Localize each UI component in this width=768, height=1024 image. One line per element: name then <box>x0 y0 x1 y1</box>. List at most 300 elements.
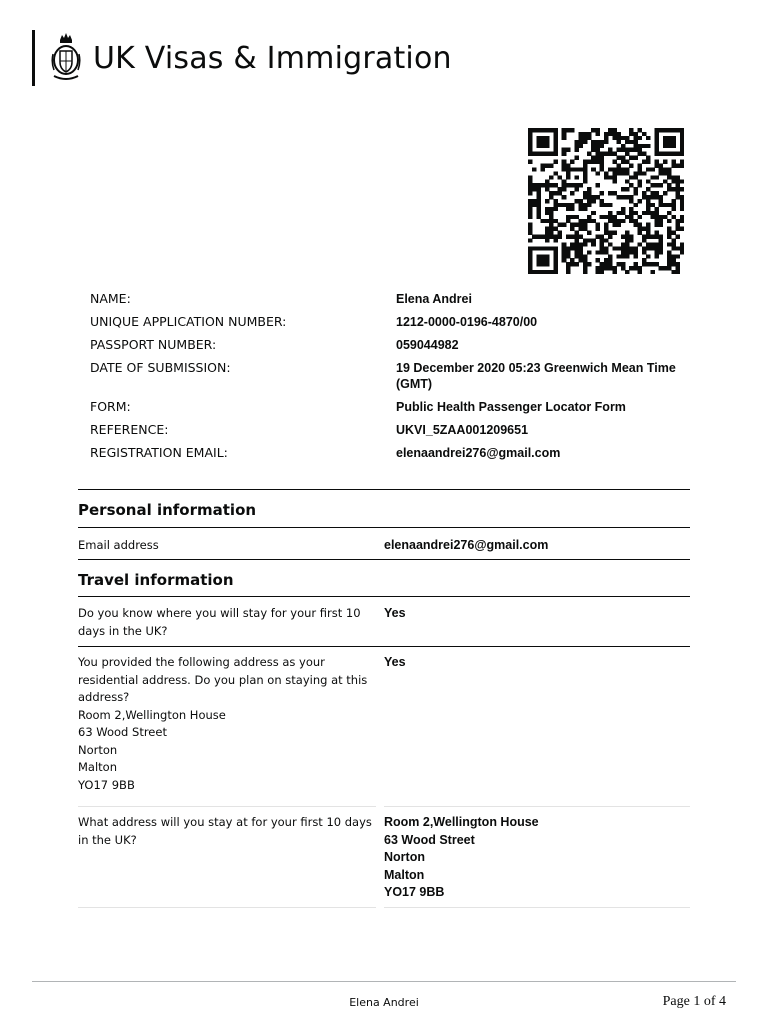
qr-module <box>583 179 588 183</box>
qr-module <box>629 195 634 199</box>
qr-module <box>558 235 563 239</box>
qr-module <box>574 246 579 250</box>
qr-module <box>667 266 672 270</box>
qr-code-icon <box>528 128 684 274</box>
qr-module <box>633 254 638 258</box>
qr-module <box>646 211 651 215</box>
qr-module <box>646 254 651 258</box>
qr-module <box>617 254 622 258</box>
qr-module <box>595 152 600 156</box>
qr-module <box>654 183 659 187</box>
qr-module <box>553 183 558 187</box>
details-value: 19 December 2020 05:23 Greenwich Mean Time (GMT) <box>396 361 676 391</box>
email-address-value: elenaandrei276@gmail.com <box>384 538 549 552</box>
qr-module <box>680 132 684 136</box>
qr-module <box>553 270 558 274</box>
qr-module <box>667 171 672 175</box>
qr-module <box>528 191 533 195</box>
qr-module <box>604 215 609 219</box>
qr-module <box>545 254 550 258</box>
qr-module <box>553 171 558 175</box>
qr-module <box>528 140 533 144</box>
qr-module <box>608 266 613 270</box>
qr-module <box>642 250 647 254</box>
qr-module <box>545 128 550 132</box>
qr-module <box>638 148 643 152</box>
details-value: elenaandrei276@gmail.com <box>396 446 561 460</box>
qr-module <box>676 179 681 183</box>
qr-module <box>595 266 600 270</box>
qr-module <box>633 223 638 227</box>
qr-module <box>570 242 575 246</box>
qr-module <box>608 242 613 246</box>
qr-module <box>583 191 588 195</box>
qr-module <box>650 167 655 171</box>
qr-module <box>536 211 541 215</box>
qr-module <box>574 254 579 258</box>
qr-module <box>587 219 592 223</box>
qr-module <box>612 231 617 235</box>
qr-module <box>638 183 643 187</box>
qr-module <box>549 164 554 168</box>
section-divider <box>78 646 690 647</box>
address-line: 63 Wood Street <box>384 832 475 847</box>
qr-module <box>612 171 617 175</box>
qr-module <box>532 270 537 274</box>
qr-module <box>680 187 684 191</box>
qr-module <box>587 199 592 203</box>
qr-module <box>625 187 630 191</box>
qr-module <box>595 132 600 136</box>
qr-module <box>638 266 643 270</box>
qr-module <box>642 258 647 262</box>
qr-module <box>629 183 634 187</box>
qr-module <box>541 140 546 144</box>
qr-module <box>621 254 626 258</box>
qr-module <box>608 132 613 136</box>
qr-module <box>545 183 550 187</box>
qr-module <box>646 179 651 183</box>
qr-module <box>595 235 600 239</box>
qr-module <box>570 128 575 132</box>
qr-module <box>646 242 651 246</box>
qr-module <box>608 231 613 235</box>
qr-module <box>545 140 550 144</box>
qr-module <box>541 167 546 171</box>
qr-module <box>595 195 600 199</box>
qr-module <box>583 203 588 207</box>
qr-module <box>553 132 558 136</box>
qr-module <box>625 148 630 152</box>
qr-module <box>667 262 672 266</box>
details-label: REGISTRATION EMAIL: <box>90 445 228 460</box>
qr-module <box>587 187 592 191</box>
qr-module <box>638 144 643 148</box>
qr-module <box>629 266 634 270</box>
qr-module <box>663 160 668 164</box>
qr-module <box>553 144 558 148</box>
qr-module <box>579 140 584 144</box>
qr-module <box>625 270 630 274</box>
qr-module <box>621 235 626 239</box>
qr-module <box>528 254 533 258</box>
qr-module <box>528 258 533 262</box>
qr-module <box>621 171 626 175</box>
qr-module <box>604 136 609 140</box>
qr-module <box>536 187 541 191</box>
qr-module <box>654 235 659 239</box>
qr-module <box>595 160 600 164</box>
qr-module <box>583 223 588 227</box>
qr-module <box>528 223 533 227</box>
qr-module <box>566 171 571 175</box>
qr-module <box>659 195 664 199</box>
qr-module <box>583 167 588 171</box>
qr-module <box>562 195 567 199</box>
qr-module <box>536 195 541 199</box>
qr-module <box>570 207 575 211</box>
address-line: Malton <box>78 760 117 774</box>
qr-module <box>545 227 550 231</box>
qr-module <box>566 250 571 254</box>
qr-module <box>591 238 596 242</box>
qr-module <box>600 156 605 160</box>
qr-module <box>629 132 634 136</box>
qr-module <box>562 183 567 187</box>
qr-module <box>574 167 579 171</box>
qr-module <box>654 207 659 211</box>
qr-module <box>600 160 605 164</box>
qr-module <box>583 195 588 199</box>
qr-module <box>528 203 533 207</box>
qr-module <box>591 144 596 148</box>
qr-module <box>595 148 600 152</box>
details-value: Elena Andrei <box>396 292 472 306</box>
personal-information-heading: Personal information <box>78 501 257 519</box>
qr-module <box>583 227 588 231</box>
qr-module <box>566 246 571 250</box>
qr-module <box>545 231 550 235</box>
qr-module <box>553 191 558 195</box>
qr-module <box>617 164 622 168</box>
qr-module <box>566 164 571 168</box>
qr-module <box>621 242 626 246</box>
qr-module <box>541 270 546 274</box>
qr-module <box>541 219 546 223</box>
qr-module <box>574 235 579 239</box>
qr-module <box>633 148 638 152</box>
qr-module <box>587 215 592 219</box>
qr-module <box>659 250 664 254</box>
qr-module <box>621 160 626 164</box>
qr-module <box>621 167 626 171</box>
details-value: 1212-0000-0196-4870/00 <box>396 315 538 329</box>
qr-module <box>545 235 550 239</box>
qr-module <box>608 148 613 152</box>
qr-module <box>587 262 592 266</box>
qr-module <box>612 270 617 274</box>
qr-module <box>528 160 533 164</box>
qr-module <box>553 266 558 270</box>
qr-module <box>587 203 592 207</box>
qr-module <box>629 199 634 203</box>
qr-module <box>659 246 664 250</box>
qr-module <box>608 211 613 215</box>
qr-module <box>654 262 659 266</box>
qr-module <box>570 191 575 195</box>
qr-module <box>600 266 605 270</box>
qr-module <box>629 164 634 168</box>
qr-module <box>528 144 533 148</box>
qr-module <box>676 266 681 270</box>
qr-module <box>595 223 600 227</box>
qr-module <box>600 246 605 250</box>
row-divider <box>78 806 376 807</box>
qr-module <box>654 219 659 223</box>
qr-module <box>574 231 579 235</box>
qr-module <box>591 211 596 215</box>
qr-module <box>600 191 605 195</box>
qr-module <box>625 160 630 164</box>
qr-module <box>545 144 550 148</box>
qr-module <box>604 171 609 175</box>
qr-module <box>553 258 558 262</box>
qr-module <box>532 199 537 203</box>
qr-module <box>591 242 596 246</box>
qr-module <box>638 227 643 231</box>
qr-module <box>663 136 668 140</box>
qr-module <box>659 238 664 242</box>
qr-module <box>659 203 664 207</box>
qr-module <box>676 183 681 187</box>
qr-module <box>541 136 546 140</box>
qr-module <box>604 203 609 207</box>
qr-module <box>587 160 592 164</box>
qr-module <box>676 191 681 195</box>
qr-module <box>667 140 672 144</box>
qr-module <box>553 148 558 152</box>
qr-module <box>625 231 630 235</box>
qr-module <box>650 242 655 246</box>
qr-module <box>536 215 541 219</box>
qr-module <box>591 156 596 160</box>
qr-module <box>676 235 681 239</box>
footer-divider <box>32 981 736 982</box>
qr-module <box>629 215 634 219</box>
qr-module <box>566 183 571 187</box>
qr-module <box>612 167 617 171</box>
qr-module <box>604 175 609 179</box>
qr-module <box>625 195 630 199</box>
qr-module <box>667 144 672 148</box>
qr-module <box>536 246 541 250</box>
qr-module <box>642 152 647 156</box>
qr-module <box>583 171 588 175</box>
qr-module <box>583 207 588 211</box>
qr-module <box>654 215 659 219</box>
qr-module <box>659 152 664 156</box>
qr-module <box>638 270 643 274</box>
qr-module <box>600 215 605 219</box>
qr-module <box>532 152 537 156</box>
qr-module <box>646 195 651 199</box>
qr-module <box>545 258 550 262</box>
qr-module <box>595 144 600 148</box>
qr-module <box>536 254 541 258</box>
details-row-registration-email <box>90 445 690 461</box>
qr-module <box>638 231 643 235</box>
qr-module <box>650 191 655 195</box>
qr-module <box>562 187 567 191</box>
qr-module <box>549 227 554 231</box>
qr-module <box>562 203 567 207</box>
qr-module <box>528 152 533 156</box>
qr-module <box>625 242 630 246</box>
qr-module <box>536 235 541 239</box>
footer-applicant-name: Elena Andrei <box>349 996 419 1009</box>
qr-module <box>558 223 563 227</box>
qr-module <box>570 167 575 171</box>
qr-module <box>574 187 579 191</box>
qr-module <box>671 144 676 148</box>
qr-module <box>587 195 592 199</box>
address-line: Norton <box>384 850 425 864</box>
qr-module <box>667 258 672 262</box>
qr-module <box>680 144 684 148</box>
qr-module <box>667 183 672 187</box>
qr-module <box>625 136 630 140</box>
qr-module <box>583 136 588 140</box>
qr-module <box>553 246 558 250</box>
qr-module <box>570 223 575 227</box>
qr-module <box>591 160 596 164</box>
qr-module <box>587 152 592 156</box>
qr-module <box>629 235 634 239</box>
qr-module <box>528 246 533 250</box>
qr-module <box>532 128 537 132</box>
qr-module <box>650 203 655 207</box>
qr-module <box>532 246 537 250</box>
qr-module <box>654 246 659 250</box>
qr-module <box>562 164 567 168</box>
qr-module <box>680 152 684 156</box>
qr-module <box>676 187 681 191</box>
qr-module <box>579 207 584 211</box>
address-line: YO17 9BB <box>384 885 445 899</box>
qr-module <box>579 199 584 203</box>
qr-module <box>591 128 596 132</box>
qr-module <box>591 199 596 203</box>
qr-module <box>680 242 684 246</box>
qr-module <box>553 250 558 254</box>
stay-address <box>384 814 690 902</box>
qr-module <box>570 258 575 262</box>
qr-module <box>570 262 575 266</box>
qr-module <box>642 144 647 148</box>
qr-module <box>549 152 554 156</box>
qr-module <box>680 148 684 152</box>
qr-module <box>646 203 651 207</box>
qr-module <box>600 164 605 168</box>
qr-module <box>553 128 558 132</box>
details-label: NAME: <box>90 291 131 306</box>
qr-module <box>595 227 600 231</box>
question-row-stay-known <box>78 605 690 640</box>
qr-module <box>536 262 541 266</box>
question-text: Do you know where you will stay for your first 10 days in the UK? <box>78 606 361 638</box>
qr-module <box>625 215 630 219</box>
qr-module <box>541 235 546 239</box>
qr-module <box>629 148 634 152</box>
qr-module <box>671 207 676 211</box>
qr-module <box>676 246 681 250</box>
details-label: PASSPORT NUMBER: <box>90 337 217 352</box>
qr-module <box>646 235 651 239</box>
qr-module <box>667 250 672 254</box>
qr-module <box>671 215 676 219</box>
qr-module <box>595 171 600 175</box>
qr-module <box>579 183 584 187</box>
qr-module <box>562 250 567 254</box>
qr-module <box>650 270 655 274</box>
qr-module <box>612 152 617 156</box>
qr-module <box>633 136 638 140</box>
qr-module <box>566 203 571 207</box>
qr-module <box>659 223 664 227</box>
qr-module <box>553 238 558 242</box>
qr-module <box>591 148 596 152</box>
qr-module <box>562 246 567 250</box>
qr-module <box>633 262 638 266</box>
qr-module <box>646 246 651 250</box>
qr-module <box>642 132 647 136</box>
qr-module <box>558 175 563 179</box>
qr-module <box>642 238 647 242</box>
qr-module <box>621 144 626 148</box>
qr-module <box>553 152 558 156</box>
qr-module <box>583 270 588 274</box>
qr-module <box>528 207 533 211</box>
qr-module <box>549 246 554 250</box>
qr-module <box>579 242 584 246</box>
qr-module <box>612 223 617 227</box>
qr-module <box>680 136 684 140</box>
qr-module <box>667 187 672 191</box>
qr-module <box>545 211 550 215</box>
qr-module <box>625 238 630 242</box>
qr-module <box>545 199 550 203</box>
qr-module <box>545 246 550 250</box>
qr-module <box>583 238 588 242</box>
qr-module <box>600 199 605 203</box>
qr-module <box>633 219 638 223</box>
qr-module <box>528 270 533 274</box>
qr-module <box>654 140 659 144</box>
qr-module <box>536 144 541 148</box>
qr-module <box>600 270 605 274</box>
qr-module <box>625 171 630 175</box>
qr-module <box>676 227 681 231</box>
qr-module <box>659 171 664 175</box>
qr-module <box>532 187 537 191</box>
qr-module <box>646 207 651 211</box>
details-row-name <box>90 291 690 307</box>
qr-module <box>566 262 571 266</box>
qr-module <box>612 136 617 140</box>
qr-module <box>650 262 655 266</box>
qr-module <box>579 223 584 227</box>
qr-module <box>528 238 533 242</box>
